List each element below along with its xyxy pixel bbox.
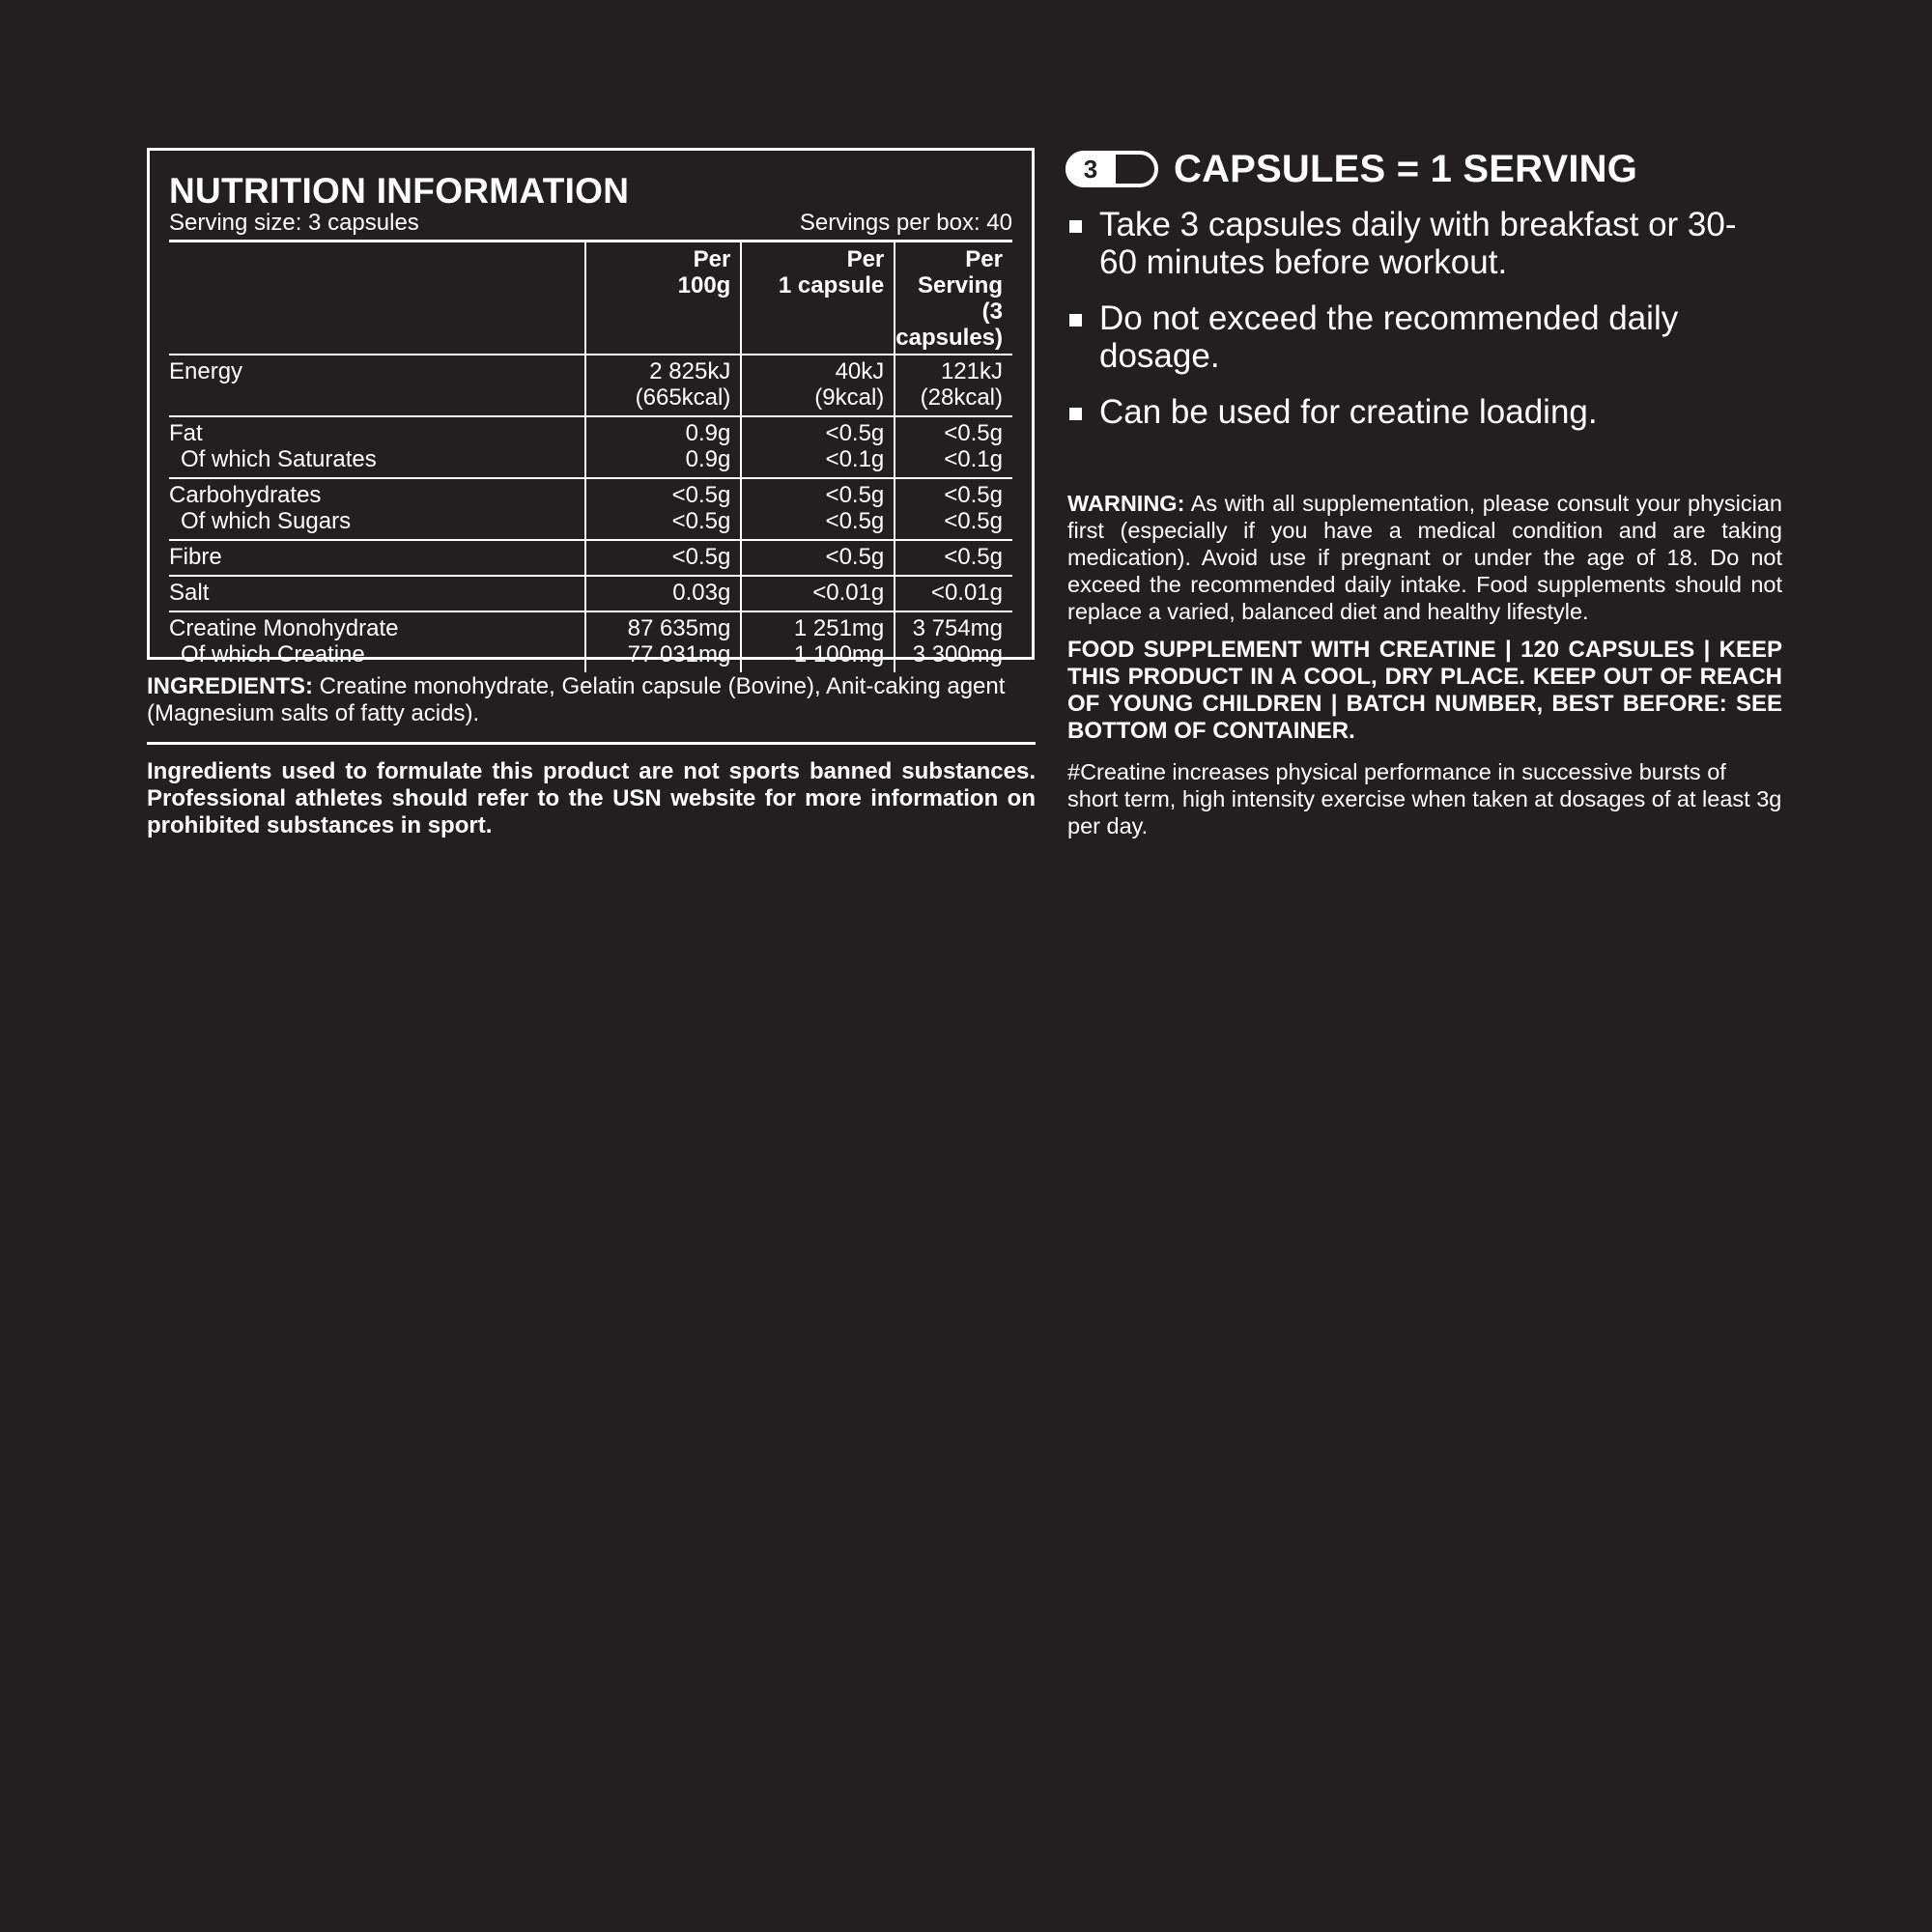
- square-bullet-icon: [1069, 314, 1082, 327]
- header-per-serving: Per Serving (3 capsules): [895, 242, 1012, 355]
- ingredients-label: INGREDIENTS:: [147, 673, 314, 699]
- serving-header: [1065, 145, 1637, 193]
- table-row: Carbohydrates Of which Sugars <0.5g <0.5g <0.5g <0.5g <0.5g <0.5g: [169, 478, 1012, 540]
- divider: [147, 742, 1036, 745]
- nutrient-name: Creatine Monohydrate Of which Creatine: [169, 615, 399, 668]
- nutrient-name: Carbohydrates Of which Sugars: [169, 478, 585, 540]
- table-row: Fat Of which Saturates 0.9g 0.9g <0.5g <0.1g <0.5g <0.1g: [169, 416, 1012, 478]
- square-bullet-icon: [1069, 408, 1082, 420]
- serving-size: Serving size: 3 capsules: [169, 210, 419, 236]
- creatine-claim-note: #Creatine increases physical performance in successive bursts of short term, high intensity exercise when taken at dosages of at least 3g per day.: [1067, 759, 1782, 838]
- directions-list: [1067, 206, 1744, 449]
- header-per-100g: Per 100g: [585, 242, 742, 355]
- table-header-row: [169, 242, 1012, 355]
- list-item: Can be used for creatine loading.: [1067, 393, 1744, 431]
- nutrient-name: Energy: [169, 355, 585, 416]
- nutrient-name: Fibre: [169, 540, 585, 576]
- warning-label: WARNING:: [1067, 491, 1185, 516]
- header-per-capsule: Per 1 capsule: [741, 242, 895, 355]
- ingredients-text: [147, 673, 1037, 727]
- table-row: Creatine Monohydrate Of which Creatine 87 635mg 77 031mg 1 251mg 1 100mg 3 754mg 3 300mg: [169, 611, 1012, 672]
- nutrition-title: NUTRITION INFORMATION: [169, 171, 630, 211]
- servings-per-box: Servings per box: 40: [799, 210, 1012, 236]
- list-item: Do not exceed the recommended daily dosage.: [1067, 299, 1744, 375]
- nutrient-name: Salt: [169, 576, 585, 611]
- table-row: Fibre <0.5g <0.5g <0.5g: [169, 540, 1012, 576]
- capsule-count: 3: [1065, 151, 1116, 187]
- nutrition-table: [169, 242, 1012, 672]
- list-item: Take 3 capsules daily with breakfast or 30-60 minutes before workout.: [1067, 206, 1744, 281]
- capsule-icon: [1065, 151, 1158, 187]
- nutrient-name: Fat Of which Saturates: [169, 416, 585, 478]
- serving-header-text: CAPSULES = 1 SERVING: [1174, 147, 1638, 190]
- table-row: Energy 2 825kJ (665kcal) 40kJ (9kcal) 121kJ (28kcal): [169, 355, 1012, 416]
- square-bullet-icon: [1069, 220, 1082, 233]
- nutrition-panel: [147, 148, 1035, 668]
- table-row: Salt 0.03g <0.01g <0.01g: [169, 576, 1012, 611]
- banned-substances-notice: Ingredients used to formulate this product are not sports banned substances. Professional athletes should refer to the USN website for more information on prohibited substances in sport.: [147, 758, 1036, 838]
- food-supplement-notice: FOOD SUPPLEMENT WITH CREATINE | 120 CAPSULES | KEEP THIS PRODUCT IN A COOL, DRY PLACE. KEEP OUT OF REACH OF YOUNG CHILDREN | BATCH NUMBER, BEST BEFORE: SEE BOTTOM OF CONTAINER.: [1067, 637, 1782, 744]
- warning-text: WARNING: As with all supplementation, please consult your physician first (especially if you have a medical condition and are taking medication). Avoid use if pregnant or under the age of 18. Do not exceed the recommended daily intake. Food supplements should not replace a varied, balanced diet and healthy lifestyle.: [1067, 491, 1782, 624]
- ingredients-list: Creatine monohydrate, Gelatin capsule (Bovine), Anit-caking agent (Magnesium salts of fatty acids).: [147, 673, 1006, 726]
- serving-info: [169, 210, 1012, 242]
